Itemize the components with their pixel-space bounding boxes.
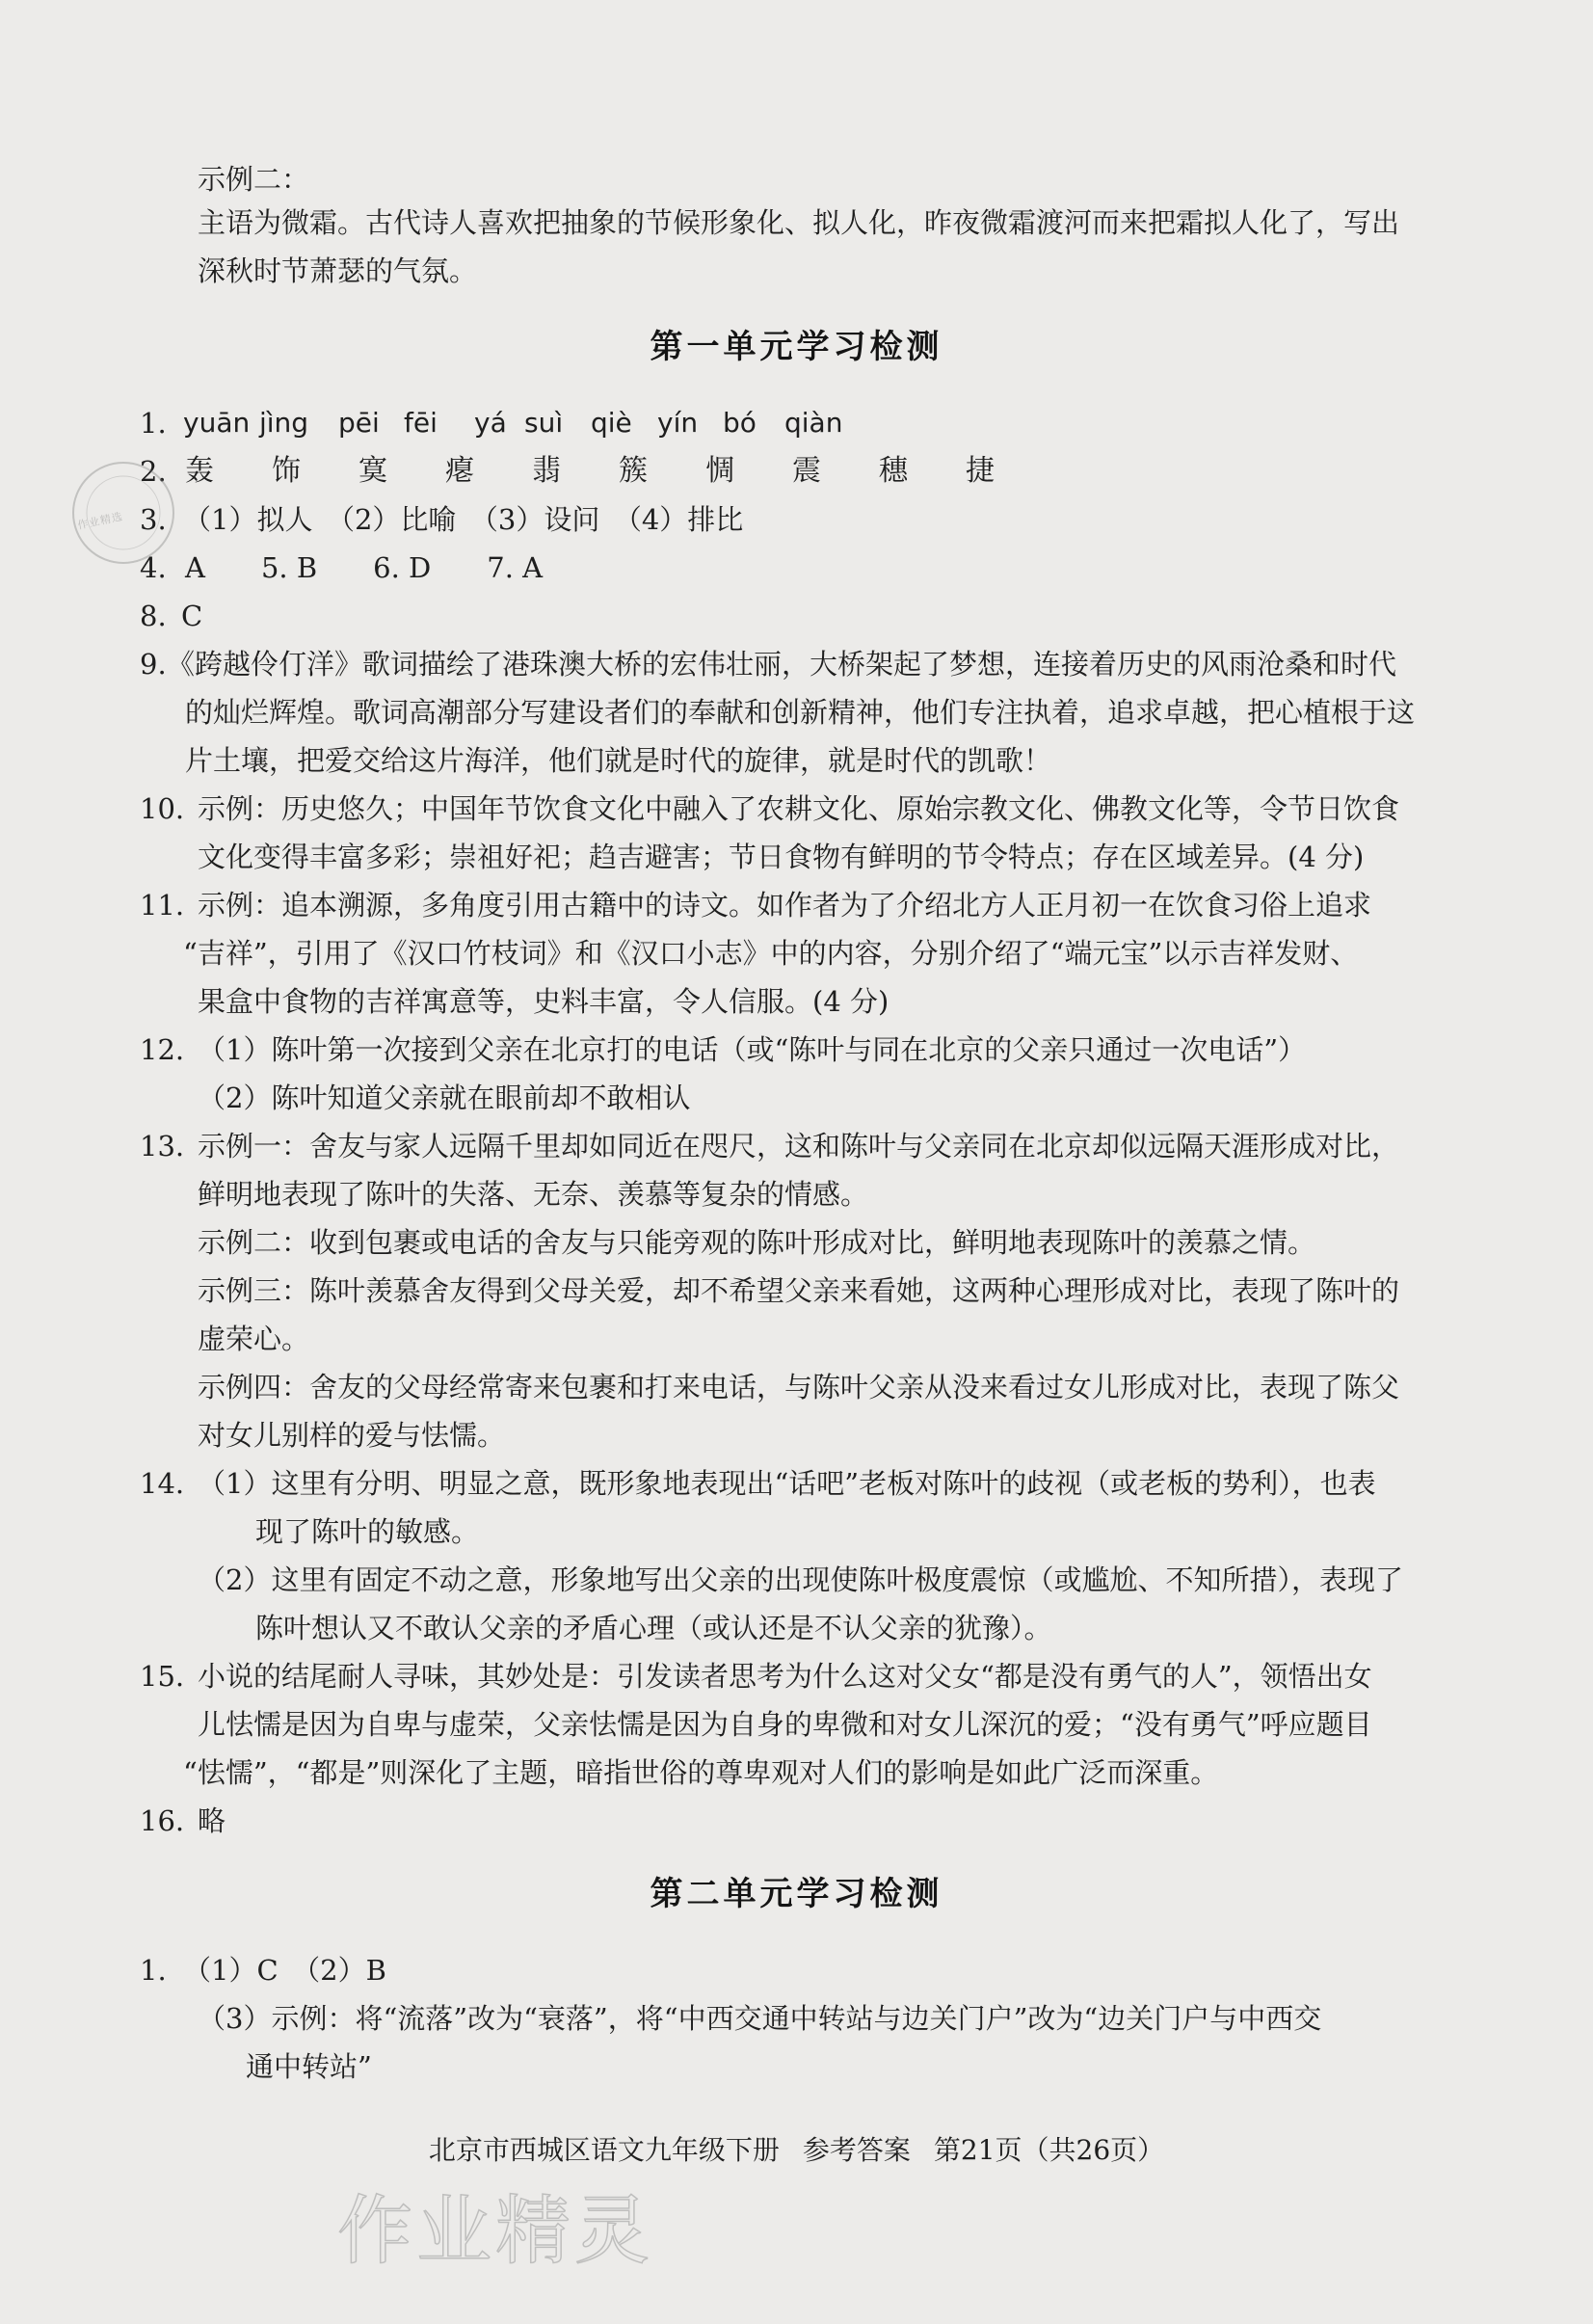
q13-line-4: 示例三：陈叶羡慕舍友得到父母关爱，却不希望父亲来看她，这两种心理形成对比，表现了陈叶的: [198, 1274, 1400, 1307]
q2-chars-row: [185, 452, 995, 491]
q15-line-1: 小说的结尾耐人寻味，其妙处是：引发读者思考为什么这对父女“都是没有勇气的人”，领悟出女: [198, 1660, 1372, 1693]
q13-line-5: 虚荣心。: [198, 1322, 310, 1355]
q13-line-1: 示例一：舍友与家人远隔千里却如同近在咫尺，这和陈叶与父亲同在北京却似远隔天涯形成对比，: [198, 1130, 1400, 1162]
q8-text: C: [181, 600, 203, 632]
stamp-text: 作业精选: [76, 510, 124, 532]
watermark-text: 作业精灵: [337, 2188, 654, 2275]
pinyin-item: fēi: [404, 407, 438, 439]
char-item: 翡: [532, 454, 561, 488]
q11-line-1: 示例：追本溯源，多角度引用古籍中的诗文。如作者为了介绍北方人正月初一在饮食习俗上追求: [198, 889, 1372, 922]
q12-line-2: （2）陈叶知道父亲就在眼前却不敢相认: [198, 1082, 691, 1114]
pinyin-item: pēi: [338, 407, 380, 439]
q13-line-3: 示例二：收到包裹或电话的舍友与只能旁观的陈叶形成对比，鲜明地表现陈叶的羡慕之情。: [198, 1226, 1316, 1259]
intro-line-2: 深秋时节萧瑟的气氛。: [198, 254, 478, 287]
pinyin-item: jìng: [259, 407, 309, 439]
q2-number: 2.: [140, 455, 167, 488]
char-item: 饰: [272, 454, 301, 488]
q10-line-2: 文化变得丰富多彩；崇祖好祀；趋吉避害；节日食物有鲜明的节令特点；存在区域差异。(4 分): [198, 841, 1365, 873]
u2-q1-number: 1.: [140, 1954, 167, 1987]
char-item: 寞: [358, 454, 387, 488]
q13-line-2: 鲜明地表现了陈叶的失落、无奈、羡慕等复杂的情感。: [198, 1178, 869, 1211]
pinyin-item: qiàn: [784, 407, 843, 439]
char-item: 震: [792, 454, 821, 488]
footer-section: 参考答案: [802, 2134, 911, 2166]
q9-number: 9.: [140, 648, 167, 681]
char-item: 穗: [879, 454, 908, 488]
q4-number: 4.: [140, 551, 167, 584]
pinyin-item: qiè: [591, 407, 632, 439]
intro-line-1: 主语为微霜。古代诗人喜欢把抽象的节候形象化、拟人化，昨夜微霜渡河而来把霜拟人化了，写出: [198, 206, 1400, 239]
page-footer: [0, 2131, 1593, 2170]
footer-book-title: 北京市西城区语文九年级下册: [428, 2134, 780, 2166]
q1-number: 1.: [140, 407, 167, 440]
q13-line-6: 示例四：舍友的父母经常寄来包裹和打来电话，与陈叶父亲从没来看过女儿形成对比，表现了陈父: [198, 1371, 1400, 1403]
q11-line-3: 果盒中食物的吉祥寓意等，史料丰富，令人信服。(4 分): [198, 985, 889, 1018]
q9-line-1: 《跨越伶仃洋》歌词描绘了港珠澳大桥的宏伟壮丽，大桥架起了梦想，连接着历史的风雨沧桑和时代: [167, 648, 1397, 681]
u2-q1-line-1: （1）C （2）B: [183, 1954, 386, 1987]
q14-line-3: （2）这里有固定不动之意，形象地写出父亲的出现使陈叶极度震惊（或尴尬、不知所措），表现了: [198, 1563, 1403, 1596]
q13-line-7: 对女儿别样的爱与怯懦。: [198, 1419, 506, 1452]
footer-page-number: 第21页（共26页）: [933, 2134, 1165, 2166]
pinyin-item: suì: [524, 407, 564, 439]
q13-number: 13.: [140, 1130, 185, 1162]
u2-q1-line-2: （3）示例：将“流落”改为“衰落”，将“中西交通中转站与边关门户”改为“边关门户与中西交: [198, 2002, 1322, 2035]
q4-7-text: A 5. B 6. D 7. A: [185, 551, 544, 584]
q14-line-2: 现了陈叶的敏感。: [255, 1515, 480, 1548]
pinyin-item: bó: [723, 407, 757, 439]
q14-number: 14.: [140, 1467, 185, 1500]
q16-number: 16.: [140, 1804, 185, 1837]
pinyin-item: yuān: [183, 407, 251, 439]
char-item: 捷: [966, 454, 995, 488]
q11-line-2: “吉祥”，引用了《汉口竹枝词》和《汉口小志》中的内容，分别介绍了“端元宝”以示吉祥发财、: [183, 937, 1359, 970]
pinyin-item: yín: [657, 407, 699, 439]
char-item: 轰: [185, 454, 214, 488]
q11-number: 11.: [140, 889, 185, 922]
q9-line-2: 的灿烂辉煌。歌词高潮部分写建设者们的奉献和创新精神，他们专注执着，追求卓越，把心植根于这: [185, 696, 1416, 729]
q3-number: 3.: [140, 503, 167, 536]
q14-line-4: 陈叶想认又不敢认父亲的矛盾心理（或认还是不认父亲的犹豫）。: [255, 1612, 1052, 1644]
q15-line-3: “怯懦”，“都是”则深化了主题，暗指世俗的尊卑观对人们的影响是如此广泛而深重。: [183, 1756, 1219, 1789]
q10-number: 10.: [140, 792, 185, 825]
stamp-logo: [67, 453, 183, 578]
q12-line-1: （1）陈叶第一次接到父亲在北京打的电话（或“陈叶与同在北京的父亲只通过一次电话”）: [198, 1033, 1307, 1066]
char-item: 簇: [619, 454, 648, 488]
pinyin-item: yá: [474, 407, 507, 439]
intro-label: 示例二：: [198, 163, 310, 196]
char-item: 瘪: [445, 454, 474, 488]
q15-line-2: 儿怯懦是因为自卑与虚荣，父亲怯懦是因为自身的卑微和对女儿深沉的爱；“没有勇气”呼应题目: [198, 1708, 1372, 1741]
q15-number: 15.: [140, 1660, 185, 1693]
unit1-title: 第一单元学习检测: [650, 328, 943, 366]
u2-q1-line-3: 通中转站”: [246, 2050, 372, 2083]
q8-number: 8.: [140, 600, 167, 632]
q3-text: （1）拟人 （2）比喻 （3）设问 （4）排比: [183, 503, 744, 536]
watermark-logo: [337, 2178, 654, 2294]
q9-line-3: 片土壤，把爱交给这片海洋，他们就是时代的旋律，就是时代的凯歌！: [185, 744, 1052, 777]
char-item: 惆: [705, 454, 734, 488]
q10-line-1: 示例：历史悠久；中国年节饮食文化中融入了农耕文化、原始宗教文化、佛教文化等，令节日饮食: [198, 792, 1400, 825]
q16-text: 略: [198, 1804, 226, 1837]
unit2-title: 第二单元学习检测: [650, 1875, 943, 1913]
q1-pinyin-row: [183, 404, 842, 442]
q14-line-1: （1）这里有分明、明显之意，既形象地表现出“话吧”老板对陈叶的歧视（或老板的势利），也表: [198, 1467, 1376, 1500]
q12-number: 12.: [140, 1033, 185, 1066]
